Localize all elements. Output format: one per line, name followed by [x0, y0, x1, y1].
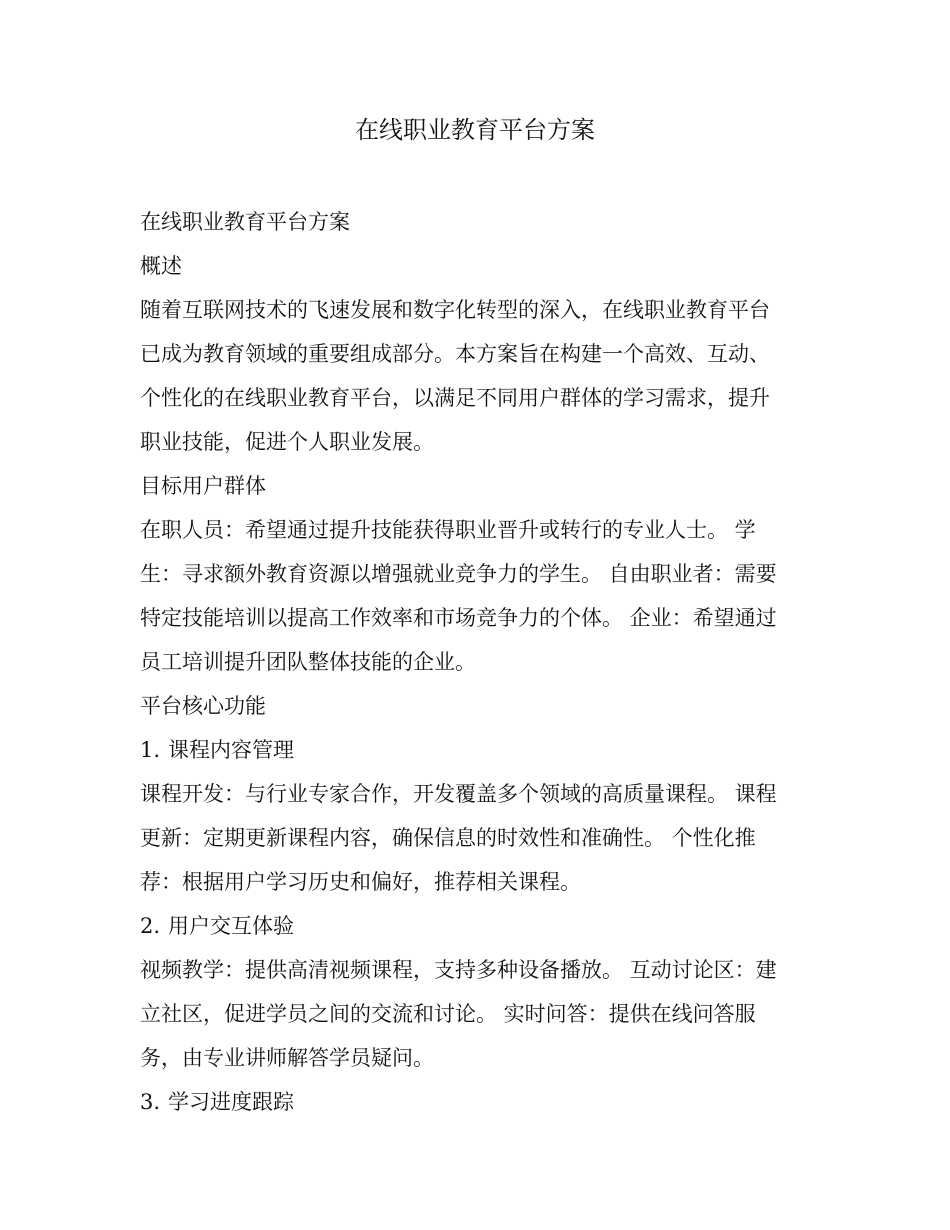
document-title: 在线职业教育平台方案 — [355, 116, 595, 144]
document-body — [140, 200, 802, 1124]
feature-item-heading — [140, 904, 802, 948]
feature-item-heading — [140, 1080, 802, 1124]
overview-line: 个性化的在线职业教育平台，以满足不同用户群体的学习需求，提升 — [140, 386, 770, 410]
users-line: 在职人员：希望通过提升技能获得职业晋升或转行的专业人士。 学 — [140, 518, 756, 542]
users-heading: 目标用户群体 — [140, 474, 266, 498]
document-subtitle: 在线职业教育平台方案 — [140, 210, 350, 234]
overview-line: 已成为教育领域的重要组成部分。本方案旨在构建一个高效、互动、 — [140, 342, 770, 366]
feature-item-number: 1. — [140, 738, 161, 762]
feature-item-number: 2. — [140, 914, 161, 938]
feature-item-label: 用户交互体验 — [168, 914, 295, 938]
feature-item-number: 3. — [140, 1090, 161, 1114]
feature-item-label: 课程内容管理 — [168, 738, 295, 762]
feature-item-line: 课程开发：与行业专家合作，开发覆盖多个领域的高质量课程。 课程 — [140, 782, 777, 806]
overview-heading: 概述 — [140, 254, 182, 278]
feature-item-line: 更新：定期更新课程内容，确保信息的时效性和准确性。 个性化推 — [140, 826, 756, 850]
feature-item-line: 务，由专业讲师解答学员疑问。 — [140, 1046, 434, 1070]
feature-item-label: 学习进度跟踪 — [168, 1090, 295, 1114]
feature-item-line: 荐：根据用户学习历史和偏好，推荐相关课程。 — [140, 870, 581, 894]
overview-line: 职业技能，促进个人职业发展。 — [140, 430, 434, 454]
feature-item-line: 立社区，促进学员之间的交流和讨论。 实时问答：提供在线问答服 — [140, 1002, 756, 1026]
features-heading: 平台核心功能 — [140, 694, 266, 718]
feature-item-line: 视频教学：提供高清视频课程，支持多种设备播放。 互动讨论区：建 — [140, 958, 777, 982]
users-line: 员工培训提升团队整体技能的企业。 — [140, 650, 476, 674]
users-line: 生：寻求额外教育资源以增强就业竞争力的学生。 自由职业者：需要 — [140, 562, 777, 586]
feature-item-heading — [140, 728, 802, 772]
users-line: 特定技能培训以提高工作效率和市场竞争力的个体。 企业：希望通过 — [140, 606, 777, 630]
overview-line: 随着互联网技术的飞速发展和数字化转型的深入，在线职业教育平台 — [140, 298, 770, 322]
